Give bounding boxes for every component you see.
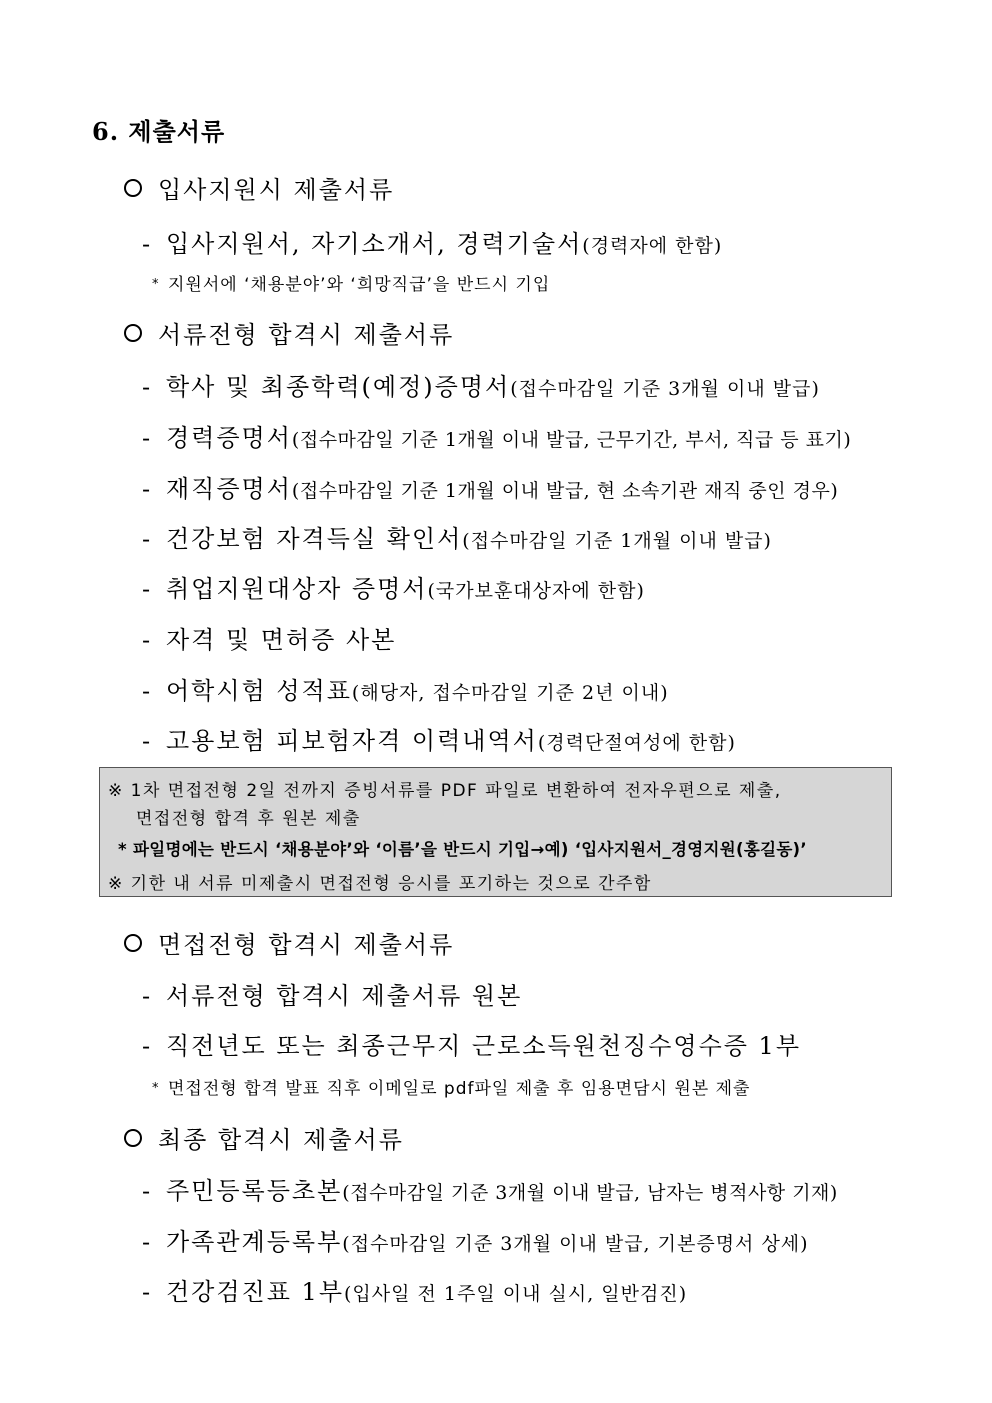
notice-line: ※ 1차 면접전형 2일 전까지 증빙서류를 PDF 파일로 변환하여 전자우편으로 제출,	[108, 781, 782, 801]
list-item: - 어학시험 성적표(해당자, 접수마감일 기준 2년 이내)	[142, 677, 669, 705]
notice-line: ※ 기한 내 서류 미제출시 면접전형 응시를 포기하는 것으로 간주함	[108, 874, 652, 894]
list-item: - 주민등록등초본(접수마감일 기준 3개월 이내 발급, 남자는 병적사항 기재)	[142, 1177, 838, 1205]
final-section-title: 최종 합격시 제출서류	[124, 1120, 404, 1155]
interview-section-title: 면접전형 합격시 제출서류	[124, 925, 454, 960]
notice-line-emphasis: * 파일명에는 반드시 ‘채용분야’와 ‘이름’을 반드시 기입→예) ‘입사지원서_경영지원(홍길동)’	[118, 840, 807, 859]
list-item: - 재직증명서(접수마감일 기준 1개월 이내 발급, 현 소속기관 재직 중인 경우)	[142, 475, 839, 503]
document-section-title: 서류전형 합격시 제출서류	[124, 315, 454, 350]
list-item: - 자격 및 면허증 사본	[142, 626, 397, 654]
list-item: - 고용보험 피보험자격 이력내역서(경력단절여성에 한함)	[142, 727, 736, 755]
list-item: - 입사지원서, 자기소개서, 경력기술서(경력자에 한함)	[142, 230, 723, 258]
apply-note: * 지원서에 ‘채용분야’와 ‘희망직급’을 반드시 기입	[152, 275, 551, 295]
notice-line: 면접전형 합격 후 원본 제출	[136, 809, 361, 829]
notice-box	[99, 767, 892, 897]
interview-note: * 면접전형 합격 발표 직후 이메일로 pdf파일 제출 후 임용면담시 원본 제출	[152, 1079, 751, 1099]
circle-bullet-icon	[124, 1129, 142, 1147]
circle-bullet-icon	[124, 324, 142, 342]
list-item: - 학사 및 최종학력(예정)증명서(접수마감일 기준 3개월 이내 발급)	[142, 373, 820, 401]
list-item: - 서류전형 합격시 제출서류 원본	[142, 982, 523, 1010]
list-item: - 가족관계등록부(접수마감일 기준 3개월 이내 발급, 기본증명서 상세)	[142, 1228, 809, 1256]
circle-bullet-icon	[124, 934, 142, 952]
list-item: - 건강보험 자격득실 확인서(접수마감일 기준 1개월 이내 발급)	[142, 525, 772, 553]
list-item: - 직전년도 또는 최종근무지 근로소득원천징수영수증 1부	[142, 1032, 802, 1060]
list-item: - 취업지원대상자 증명서(국가보훈대상자에 한함)	[142, 575, 645, 603]
list-item: - 경력증명서(접수마감일 기준 1개월 이내 발급, 근무기간, 부서, 직급 등 표기)	[142, 424, 852, 452]
circle-bullet-icon	[124, 179, 142, 197]
list-item: - 건강검진표 1부(입사일 전 1주일 이내 실시, 일반검진)	[142, 1278, 688, 1306]
apply-section-title: 입사지원시 제출서류	[124, 170, 394, 205]
section-heading: 6. 제출서류	[92, 117, 226, 146]
